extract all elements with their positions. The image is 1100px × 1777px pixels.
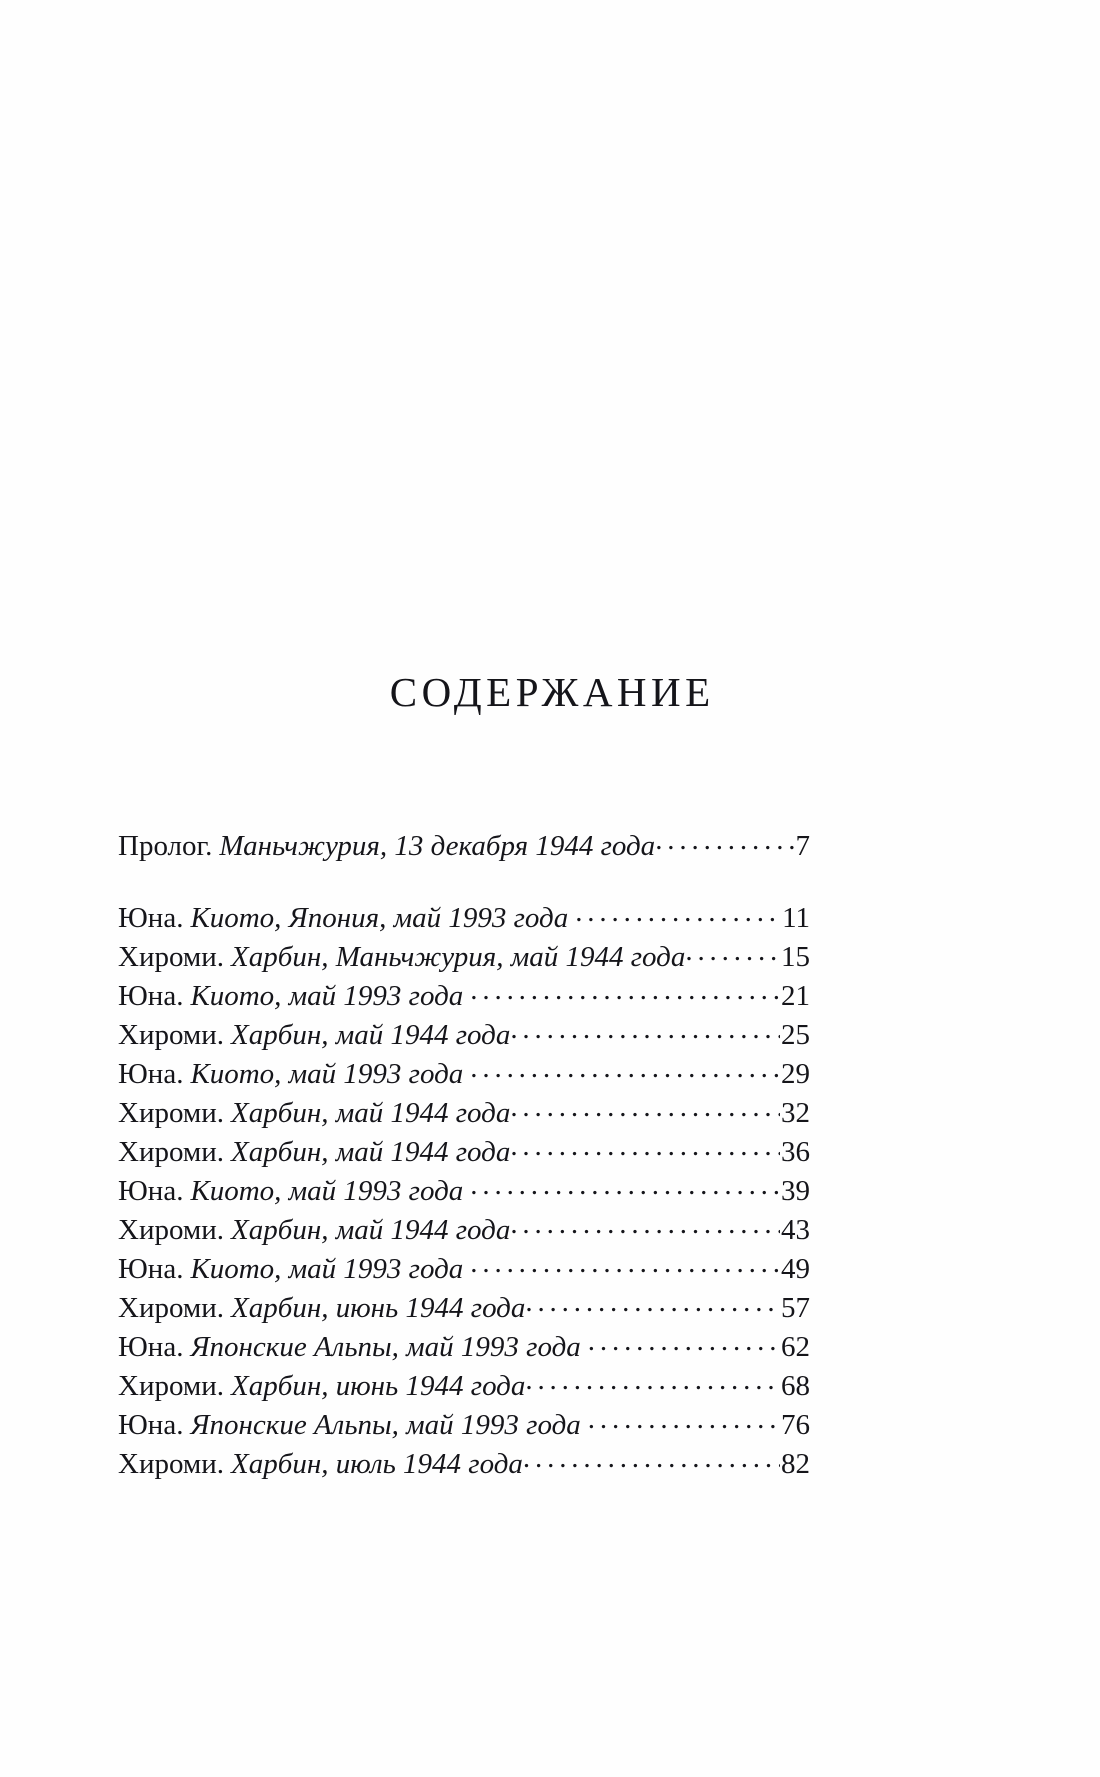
- toc-entry[interactable]: [118, 1288, 810, 1327]
- dot-leader: [655, 826, 794, 855]
- toc-entry-chapter-name: Хироми.: [118, 1214, 225, 1246]
- toc-entry-label: [118, 1446, 523, 1483]
- dot-leader: [470, 1249, 780, 1278]
- toc-entry[interactable]: [118, 898, 810, 937]
- toc-entry-chapter-name: Хироми.: [118, 1448, 225, 1480]
- toc-entry-label: [118, 1407, 588, 1444]
- pre-leader-space: [463, 1056, 470, 1093]
- toc-entry-detail: Киото, май 1993 года: [190, 1175, 464, 1207]
- toc-entry-label: [118, 939, 685, 976]
- toc-entry-list: [118, 826, 810, 1483]
- pre-leader-space: [581, 1329, 588, 1366]
- toc-entry-page-number: 68: [781, 1370, 810, 1402]
- toc-entry[interactable]: [118, 1171, 810, 1210]
- dot-leader: [525, 1288, 780, 1317]
- toc-entry[interactable]: [118, 1249, 810, 1288]
- toc-entry[interactable]: [118, 1054, 810, 1093]
- dot-leader: [510, 1210, 780, 1239]
- toc-entry[interactable]: [118, 937, 810, 976]
- toc-entry-chapter-name: Хироми.: [118, 1370, 225, 1402]
- word-space: [224, 1446, 231, 1483]
- toc-entry-page-number: 39: [781, 1175, 810, 1207]
- toc-entry-chapter-name: Хироми.: [118, 1292, 225, 1324]
- toc-entry[interactable]: [118, 1405, 810, 1444]
- dot-leader: [470, 976, 780, 1005]
- toc-entry-label: [118, 828, 655, 865]
- dot-leader: [470, 1171, 780, 1200]
- dot-leader: [588, 1327, 780, 1356]
- toc-entry[interactable]: [118, 826, 810, 865]
- toc-entry-label: [118, 1134, 510, 1171]
- toc-entry-chapter-name: Юна.: [118, 1058, 184, 1090]
- toc-entry-label: [118, 1251, 470, 1288]
- toc-entry-label: [118, 978, 470, 1015]
- word-space: [224, 939, 231, 976]
- toc-entry-label: [118, 1017, 510, 1054]
- toc-entry-detail: Киото, май 1993 года: [190, 1253, 464, 1285]
- word-space: [224, 1134, 231, 1171]
- dot-leader: [523, 1444, 780, 1473]
- toc-entry-chapter-name: Хироми.: [118, 1136, 225, 1168]
- toc-entry-chapter-name: Хироми.: [118, 941, 225, 973]
- toc-entry-page-number: 11: [782, 902, 810, 934]
- dot-leader: [510, 1015, 780, 1044]
- page-title: СОДЕРЖАНИЕ: [389, 669, 715, 715]
- toc-entry-detail: Харбин, май 1944 года: [231, 1214, 511, 1246]
- dot-leader: [685, 937, 780, 966]
- toc-entry-detail: Харбин, май 1944 года: [231, 1136, 511, 1168]
- toc-entry-label: [118, 1173, 470, 1210]
- toc-entry-chapter-name: Хироми.: [118, 1019, 225, 1051]
- pre-leader-space: [463, 1251, 470, 1288]
- toc-entry-page-number: 62: [781, 1331, 810, 1363]
- toc-entry-label: [118, 1095, 510, 1132]
- toc-entry-page-number: 76: [781, 1409, 810, 1441]
- toc-entry-detail: Харбин, май 1944 года: [231, 1097, 511, 1129]
- dot-leader: [575, 898, 781, 927]
- toc-entry-page-number: 29: [781, 1058, 810, 1090]
- toc-entry-detail: Маньчжурия, 13 декабря 1944 года: [219, 830, 656, 862]
- pre-leader-space: [463, 978, 470, 1015]
- dot-leader: [510, 1093, 780, 1122]
- dot-leader: [510, 1132, 780, 1161]
- toc-entry-chapter-name: Юна.: [118, 1175, 184, 1207]
- toc-entry-detail: Харбин, май 1944 года: [231, 1019, 511, 1051]
- toc-entry-detail: Японские Альпы, май 1993 года: [190, 1409, 581, 1441]
- toc-entry-page-number: 49: [781, 1253, 810, 1285]
- toc-entry[interactable]: [118, 1366, 810, 1405]
- word-space: [224, 1095, 231, 1132]
- toc-entry-page-number: 57: [781, 1292, 810, 1324]
- word-space: [224, 1290, 231, 1327]
- toc-entry[interactable]: [118, 1444, 810, 1483]
- toc-entry-detail: Киото, май 1993 года: [190, 1058, 464, 1090]
- toc-entry-label: [118, 900, 575, 937]
- toc-entry-chapter-name: Пролог.: [118, 830, 213, 862]
- toc-entry-page-number: 7: [795, 830, 810, 862]
- toc-entry-chapter-name: Юна.: [118, 902, 184, 934]
- toc-entry-page-number: 15: [781, 941, 810, 973]
- toc-entry-detail: Японские Альпы, май 1993 года: [190, 1331, 581, 1363]
- toc-entry-label: [118, 1290, 525, 1327]
- toc-entry-chapter-name: Юна.: [118, 1409, 184, 1441]
- toc-entry-label: [118, 1056, 470, 1093]
- toc-entry-page-number: 25: [781, 1019, 810, 1051]
- toc-entry-detail: Харбин, июнь 1944 года: [231, 1370, 526, 1402]
- toc-entry-label: [118, 1368, 525, 1405]
- toc-entry[interactable]: [118, 976, 810, 1015]
- toc-entry-chapter-name: Юна.: [118, 1253, 184, 1285]
- toc-entry[interactable]: [118, 1015, 810, 1054]
- toc-entry-detail: Киото, Япония, май 1993 года: [190, 902, 569, 934]
- toc-entry-page-number: 21: [781, 980, 810, 1012]
- word-space: [224, 1368, 231, 1405]
- pre-leader-space: [581, 1407, 588, 1444]
- dot-leader: [525, 1366, 780, 1395]
- pre-leader-space: [568, 900, 575, 937]
- toc-entry-chapter-name: Юна.: [118, 980, 184, 1012]
- toc-entry-detail: Харбин, июнь 1944 года: [231, 1292, 526, 1324]
- dot-leader: [470, 1054, 780, 1083]
- toc-entry-label: [118, 1212, 510, 1249]
- word-space: [224, 1017, 231, 1054]
- toc-entry-detail: Киото, май 1993 года: [190, 980, 464, 1012]
- toc-entry-chapter-name: Юна.: [118, 1331, 184, 1363]
- toc-entry-page-number: 43: [781, 1214, 810, 1246]
- toc-entry[interactable]: [118, 1210, 810, 1249]
- toc-entry[interactable]: [118, 1327, 810, 1366]
- toc-entry-detail: Харбин, июль 1944 года: [231, 1448, 523, 1480]
- toc-entry-page-number: 32: [781, 1097, 810, 1129]
- dot-leader: [588, 1405, 780, 1434]
- pre-leader-space: [463, 1173, 470, 1210]
- toc-entry[interactable]: [118, 1093, 810, 1132]
- toc-entry-label: [118, 1329, 588, 1366]
- word-space: [224, 1212, 231, 1249]
- toc-entry-page-number: 36: [781, 1136, 810, 1168]
- toc-entry-detail: Харбин, Маньчжурия, май 1944 года: [231, 941, 686, 973]
- toc-entry[interactable]: [118, 1132, 810, 1171]
- toc-entry-chapter-name: Хироми.: [118, 1097, 225, 1129]
- toc-entry-page-number: 82: [781, 1448, 810, 1480]
